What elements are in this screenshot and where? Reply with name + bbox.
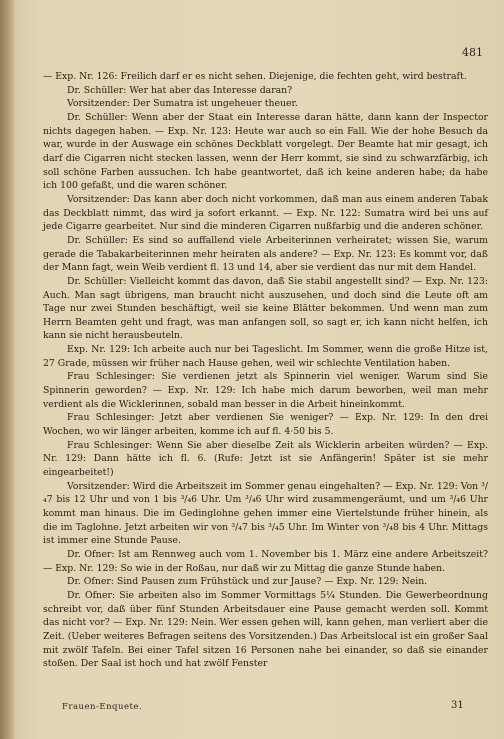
body-paragraph: Dr. Ofner: Sie arbeiten also im Sommer Vormittags 5¼ Stunden. Die Gewerbeordnung schreibt vor, daß über fünf Stunden Arbeitsdauer eine Pause gemacht werden soll. Kommt das nicht vor? — Exp. Nr. 129: Nein. Wer essen gehen will, kann gehen, man verliert aber die Zeit. (Ueber weiteres Befragen seitens des Vorsitzenden.) Das Arbeitslocal ist ein großer Saal mit zwölf Tafeln. Bei einer Tafel sitzen 16 Personen nahe bei einander, so daß sie einander stoßen. Der Saal ist hoch und hat zwölf Fenster (43, 589, 488, 670)
body-paragraph: Vorsitzender: Wird die Arbeitszeit im Sommer genau eingehalten? — Exp. Nr. 129: Von ³/₄7 bis 12 Uhr und von 1 bis ³/₄6 Uhr. Um ³/₄6 Uhr wird zusammengeräumt, und um ³/₄6 Uhr kommt man hinaus. Die im Gedinglohne gehen immer eine Viertelstunde früher hinein, als die im Taglohne. Jetzt arbeiten wir von ³/₄7 bis ³/₄5 Uhr. Im Winter von ³/₄8 bis 4 Uhr. Mittags ist immer eine Stunde Pause. (43, 480, 488, 547)
footer-sheet-number: 31 (451, 700, 464, 711)
body-paragraph: Vorsitzender: Das kann aber doch nicht vorkommen, daß man aus einem anderen Tabak das Deckblatt nimmt, das wird ja sofort erkannt. — Exp. Nr. 122: Sumatra wird bei uns auf jede Cigarre gearbeitet. Nur sind die minderen Cigarren nußfarbig und die anderen schöner. (43, 193, 488, 233)
page-number: 481 (462, 46, 483, 59)
body-paragraph: Vorsitzender: Der Sumatra ist ungeheuer theuer. (67, 98, 298, 110)
body-paragraph: Dr. Schüller: Es sind so auffallend viele Arbeiterinnen verheiratet; wissen Sie, warum gerade die Tabakarbeiterinnen mehr heiraten als andere? — Exp. Nr. 123: Es kommt vor, daß der Mann fagt, wein Weib verdient fl. 13 und 14, aber sie verdient das nur mit dem Handel. (43, 234, 488, 274)
body-paragraph: Frau Schlesinger: Jetzt aber verdienen Sie weniger? — Exp. Nr. 129: In den drei Wochen, wo wir länger arbeiten, komme ich auf fl. 4·50 bis 5. (43, 412, 488, 438)
body-text (43, 70, 488, 671)
body-paragraph: Frau Schlesinger: Wenn Sie aber dieselbe Zeit als Wicklerin arbeiten würden? — Exp. Nr. 129: Dann hätte ich fl. 6. (Rufe: Jetzt ist sie Anfängerin! Später ist sie mehr eingearbeitet!) (43, 439, 488, 479)
body-paragraph: — Exp. Nr. 126: Freilich darf er es nicht sehen. Diejenige, die fechten geht, wird bestraft. (43, 71, 467, 82)
body-paragraph: Dr. Ofner: Sind Pausen zum Frühstück und zur Jause? — Exp. Nr. 129: Nein. (67, 576, 428, 588)
book-gutter-shadow (0, 0, 16, 739)
body-paragraph: Dr. Schüller: Wenn aber der Staat ein Interesse daran hätte, dann kann der Inspector nichts dagegen haben. — Exp. Nr. 123: Heute war auch so ein Fall. Wie der hohe Besuch da war, wurde in der Auswage ein schönes Deckblatt vorgelegt. Der Beamte hat mir gesagt, ich darf die Cigarren nicht stecken lassen, wenn der Herr kommt, sie sind zu schwarzfärbig, ich soll schöne Farben aussuchen. Ich habe geantwortet, daß ich keine anderen habe; da habe ich 100 gefaßt, und die waren schöner. (43, 111, 488, 192)
body-paragraph: Exp. Nr. 129: Ich arbeite auch nur bei Tageslicht. Im Sommer, wenn die große Hitze ist, 27 Grade, müssen wir früher nach Hause gehen, weil wir schlechte Ventilation haben. (43, 344, 488, 369)
body-paragraph: Dr. Ofner: Ist am Rennweg auch vom 1. November bis 1. März eine andere Arbeitszeit? — Exp. Nr. 129: So wie in der Roßau, nur daß wir zu Mittag die ganze Stunde haben. (43, 548, 488, 574)
body-paragraph: Dr. Schüller: Wer hat aber das Interesse daran? (67, 84, 293, 96)
body-paragraph: Dr. Schüller: Vielleicht kommt das davon, daß Sie stabil angestellt sind? — Exp. Nr. 123: Auch. Man sagt übrigens, man braucht nicht auszusehen, und doch sind die Leute oft am Tage nur zwei Stunden beschäftigt, weil sie keine Blätter bekommen. Und wenn man zum Herrn Beamten geht und fragt, was man anfangen soll, so sagt er, ich kann nicht helfen, ich kann sie nicht herausbeuteln. (43, 275, 488, 342)
body-paragraph: Frau Schlesinger: Sie verdienen jetzt als Spinnerin viel weniger. Warum sind Sie Spinnerin geworden? — Exp. Nr. 129: Ich habe mich darum beworben, weil man mehr verdient als die Wicklerinnen, sobald man besser in die Arbeit hineinkommt. (43, 371, 488, 410)
footer-signature: Frauen-Enquete. (62, 702, 143, 712)
